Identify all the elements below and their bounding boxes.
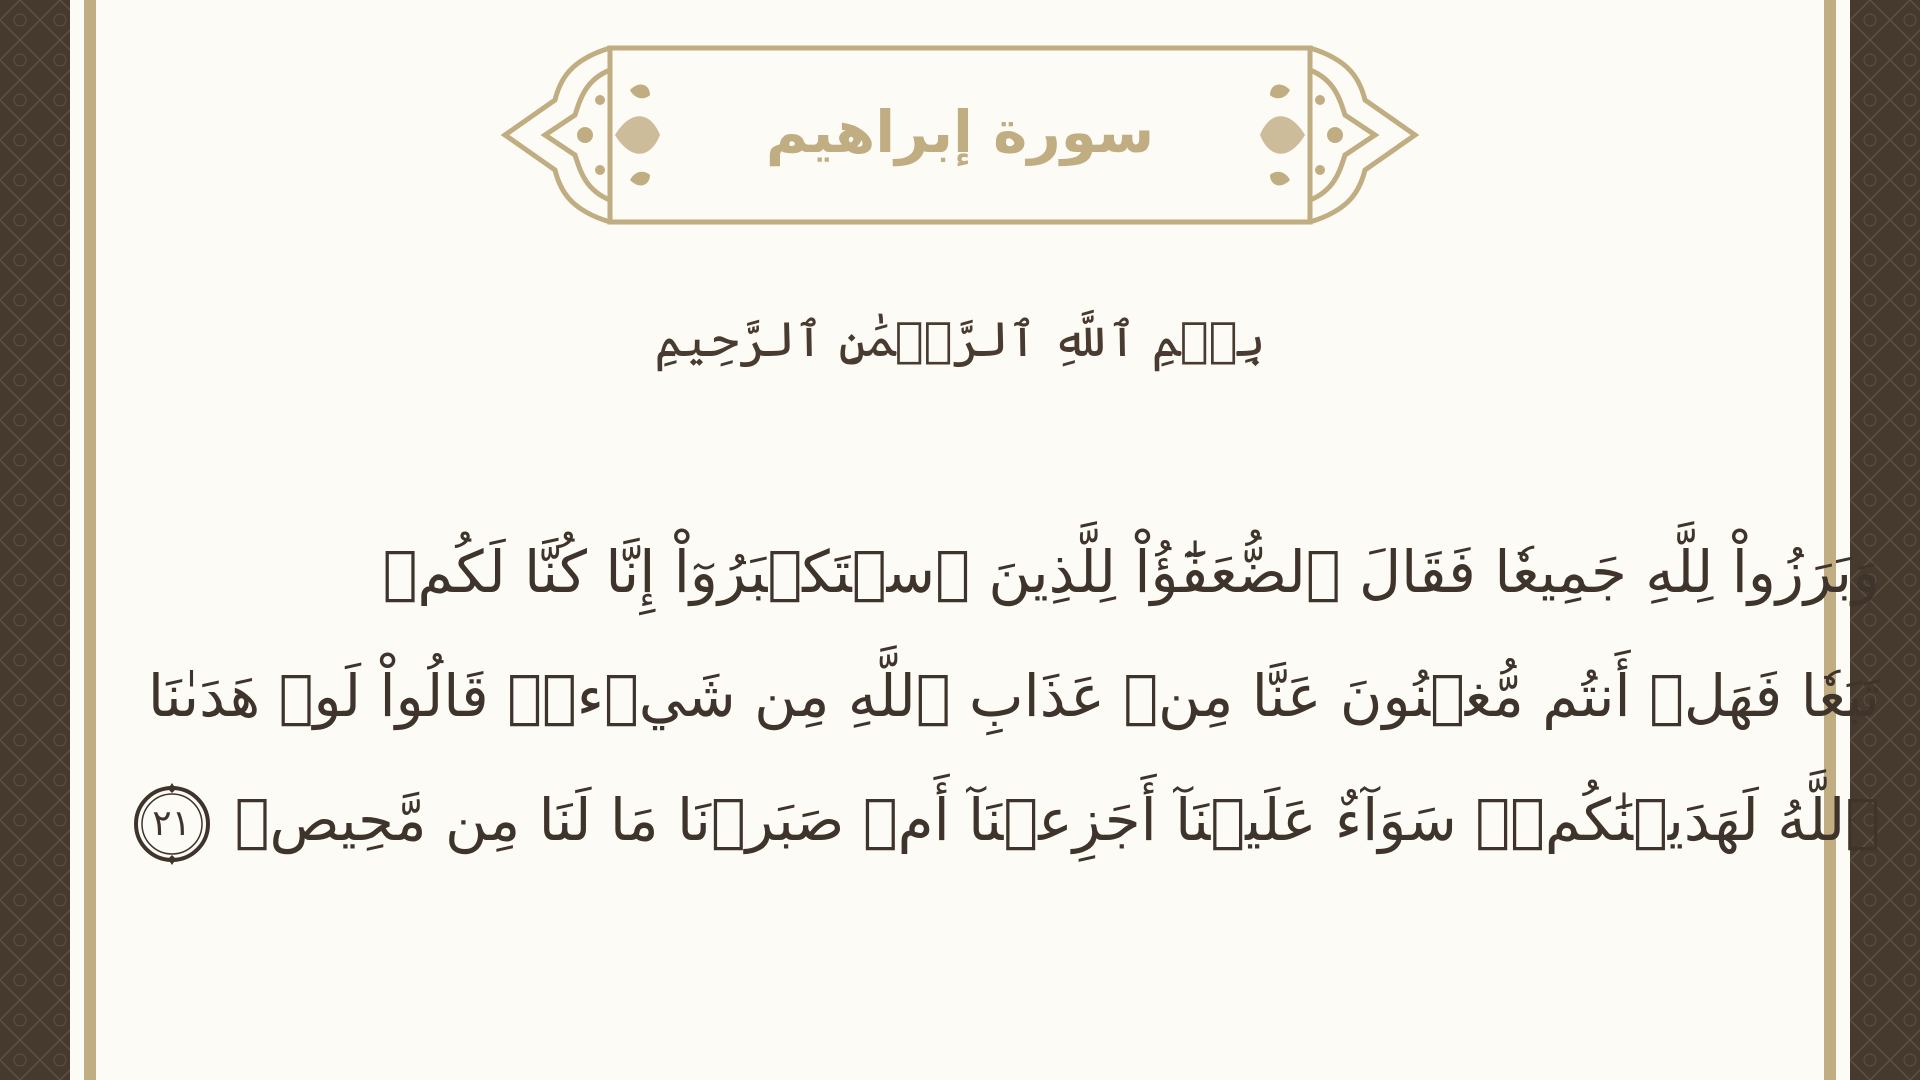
geometric-pattern-icon (0, 0, 70, 1080)
verse-block (147, 510, 1880, 882)
verse-line-2: تَبَعٗا فَهَلۡ أَنتُم مُّغۡنُونَ عَنَّا مِنۡ عَذَابِ ٱللَّهِ مِن شَيۡءٖۚ قَالُواْ لَوۡ هَدَىٰنَا (147, 662, 1880, 730)
verse-line-3 (152, 758, 1880, 882)
surah-title: سورة إبراهيم (765, 98, 1155, 166)
verse-line-3-text: ٱللَّهُ لَهَدَيۡنَٰكُمۡۖ سَوَآءٌ عَلَيۡنَآ أَجَزِعۡنَآ أَمۡ صَبَرۡنَا مَا لَنَا مِن مَّحِيصٖ (234, 786, 1880, 854)
surah-header (500, 40, 1420, 230)
ayah-end-marker (129, 781, 215, 867)
ayah-number: ٢١ (152, 802, 191, 844)
left-pattern-border (0, 0, 70, 1080)
left-gold-rule (84, 0, 96, 1080)
basmala: بِسۡمِ ٱللَّهِ ٱلرَّحۡمَٰنِ ٱلرَّحِيمِ (654, 312, 1266, 368)
verse-line-1: وَبَرَزُواْ لِلَّهِ جَمِيعٗا فَقَالَ ٱلضُّعَفَٰٓؤُاْ لِلَّذِينَ ٱسۡتَكۡبَرُوٓاْ إِنَّا كُنَّا لَكُمۡ (382, 538, 1880, 606)
mushaf-page (70, 0, 1880, 1080)
